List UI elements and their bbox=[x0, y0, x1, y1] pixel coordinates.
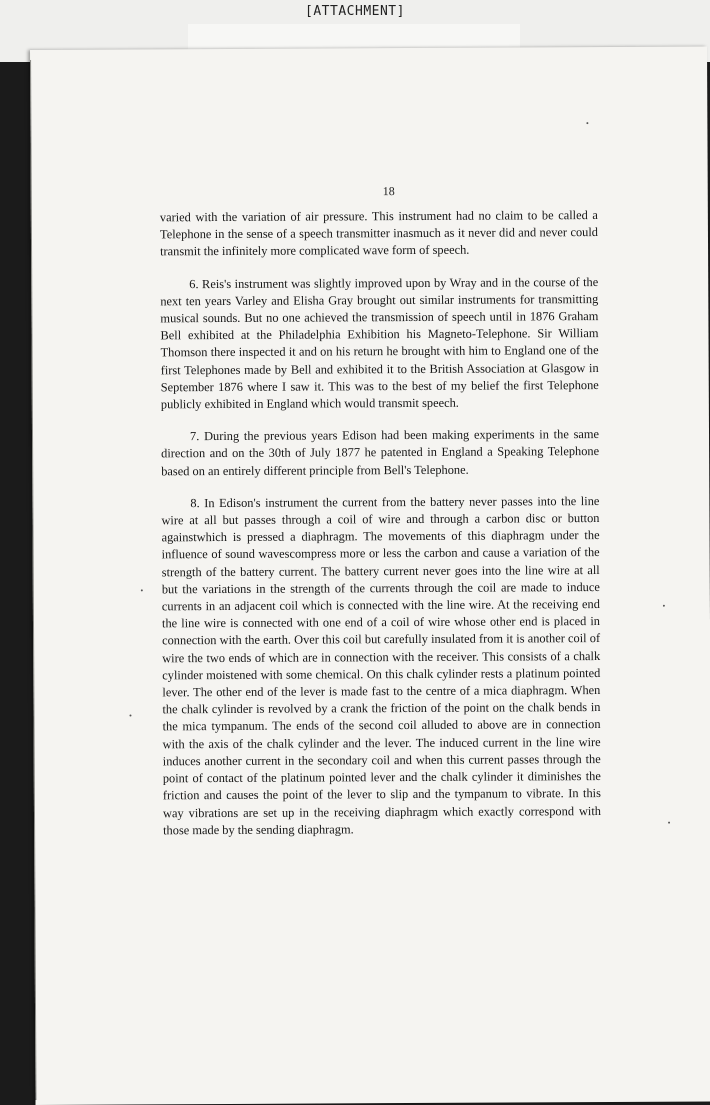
document-page bbox=[30, 46, 710, 1105]
paper-speck bbox=[663, 605, 665, 607]
paragraph-continuation: varied with the variation of air pressure. This instrument had no claim to be called a Telephone in the sense of a speech transmitter inasmuch as it never did and never could transmit the infinitely more complicated wave form of speech. bbox=[159, 208, 598, 259]
paper-speck bbox=[668, 822, 670, 824]
page-number: 18 bbox=[382, 184, 395, 199]
paragraph-8: 8. In Edison's instrument the current from the battery never passes into the line wire at all but passes through a coil of wire and through a carbon disc or button againstwhich is pressed a diaphragm. The movements of this diaphragm under the influence of sound wavescompress more or less the carbon and cause a variation of the strength of the battery current. The battery current never goes into the line wire at all but the variations in the strength of the currents through the coil are made to induce currents in an adjacent coil which is connected with the line wire. At the receiving end the line wire is connected with one end of a coil of wire whose other end is placed in connection with the earth. Over this coil but carefully insulated from it is another coil of wire the two ends of which are in connection with the receiver. This consists of a chalk cylinder moistened with some chemical. On this chalk cylinder rests a platinum pointed lever. The other end of the lever is made fast to the centre of a mica diaphragm. When the chalk cylinder is revolved by a crank the friction of the point on the chalk bends in the mica tympanum. The ends of the second coil alluded to above are in connection with the axis of the chalk cylinder and the lever. The induced current in the line wire induces another current in the secondary coil and when this current passes through the point of contact of the platinum pointed lever and the chalk cylinder it diminishes the friction and causes the point of the lever to slip and the tympanum to vibrate. In this way vibrations are set up in the receiving diaphragm which exactly correspond with those made by the sending diaphragm. bbox=[161, 493, 602, 838]
page-body bbox=[160, 207, 601, 854]
paper-speck bbox=[141, 589, 143, 591]
paragraph-7: 7. During the previous years Edison had been making experiments in the same direction and on the 30th of July 1877 he patented in England a Speaking Telephone based on an entirely different principle from Bell's Telephone. bbox=[161, 427, 600, 478]
paper-speck bbox=[586, 122, 588, 124]
page-edge bbox=[30, 60, 36, 1100]
paper-speck bbox=[129, 714, 131, 716]
attachment-label: [ATTACHMENT] bbox=[305, 4, 405, 19]
label-strip bbox=[188, 24, 520, 50]
paragraph-6: 6. Reis's instrument was slightly improved upon by Wray and in the course of the next ten years Varley and Elisha Gray brought out similar instruments for transmitting musical sounds. But no one achieved the transmission of speech until in 1876 Graham Bell exhibited at the Philadelphia Exhibition his Magneto-Telephone. Sir William Thomson there inspected it and on his return he brought with him to England one of the first Telephones made by Bell and exhibited it to the British Association at Glasgow in September 1876 where I saw it. This was to the best of my belief the first Telephone publicly exhibited in England which would transmit speech. bbox=[160, 274, 599, 412]
